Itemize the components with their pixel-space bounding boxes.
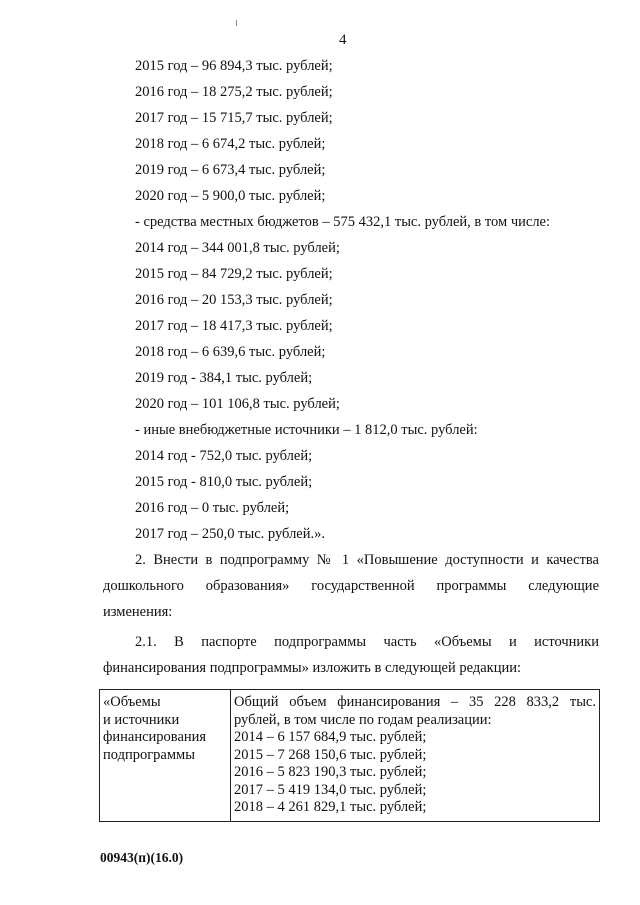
text-line: 2018 год – 6 674,2 тыс. рублей; — [135, 136, 326, 152]
text-line: 2015 год – 84 729,2 тыс. рублей; — [135, 266, 333, 282]
financing-table — [99, 689, 600, 822]
text-line: 2017 год – 250,0 тыс. рублей.». — [135, 526, 326, 542]
text-line: 2014 год – 344 001,8 тыс. рублей; — [135, 240, 340, 256]
document-code: 00943(п)(16.0) — [100, 850, 184, 865]
label-line: «Объемы — [103, 694, 161, 710]
text-line: 2020 год – 5 900,0 тыс. рублей; — [135, 188, 326, 204]
table-row — [100, 690, 600, 822]
year-amount: 2018 – 4 261 829,1 тыс. рублей; — [234, 799, 427, 815]
paragraph-2-1-line-1: 2.1. В паспорте подпрограммы часть «Объемы и источники — [135, 634, 599, 650]
text-line: 2016 год – 20 153,3 тыс. рублей; — [135, 292, 333, 308]
page-number: 4 — [339, 32, 347, 48]
text-line: 2019 год - 384,1 тыс. рублей; — [135, 370, 313, 386]
year-amount: 2017 – 5 419 134,0 тыс. рублей; — [234, 781, 427, 798]
text-line: 2019 год – 6 673,4 тыс. рублей; — [135, 162, 326, 178]
text-line: 2015 год - 810,0 тыс. рублей; — [135, 474, 313, 490]
year-amount: 2014 – 6 157 684,9 тыс. рублей; — [234, 729, 427, 745]
year-amount: 2015 – 7 268 150,6 тыс. рублей; — [234, 746, 427, 763]
paragraph-2-line-1: 2. Внести в подпрограмму № 1 «Повышение доступности и качества — [135, 552, 599, 568]
paragraph-2-line-2: дошкольного образования» государственной программы следующие — [103, 578, 599, 594]
paragraph-2-line-3: изменения: — [103, 604, 173, 620]
label-line: и источники — [103, 711, 180, 728]
scan-artifact — [236, 20, 237, 26]
years-intro-line: рублей, в том числе по годам реализации: — [234, 711, 492, 728]
text-line: 2014 год - 752,0 тыс. рублей; — [135, 448, 313, 464]
table-label-cell — [100, 690, 231, 822]
text-line: 2016 год – 18 275,2 тыс. рублей; — [135, 84, 333, 100]
text-line: - средства местных бюджетов – 575 432,1 тыс. рублей, в том числе: — [135, 214, 551, 230]
text-line: 2017 год – 15 715,7 тыс. рублей; — [135, 110, 333, 126]
text-line: 2015 год – 96 894,3 тыс. рублей; — [135, 58, 333, 74]
table-value-cell — [231, 690, 600, 822]
text-line: - иные внебюджетные источники – 1 812,0 тыс. рублей: — [135, 422, 478, 438]
label-line: финансирования — [103, 729, 207, 745]
text-line: 2018 год – 6 639,6 тыс. рублей; — [135, 344, 326, 360]
year-amount: 2016 – 5 823 190,3 тыс. рублей; — [234, 764, 427, 780]
text-line: 2020 год – 101 106,8 тыс. рублей; — [135, 396, 340, 412]
paragraph-2-1-line-2: финансирования подпрограммы» изложить в следующей редакции: — [103, 660, 522, 676]
total-financing-line: Общий объем финансирования – 35 228 833,2 тыс. — [234, 694, 596, 710]
text-line: 2016 год – 0 тыс. рублей; — [135, 500, 290, 516]
text-line: 2017 год – 18 417,3 тыс. рублей; — [135, 318, 333, 334]
label-line: подпрограммы — [103, 746, 195, 763]
